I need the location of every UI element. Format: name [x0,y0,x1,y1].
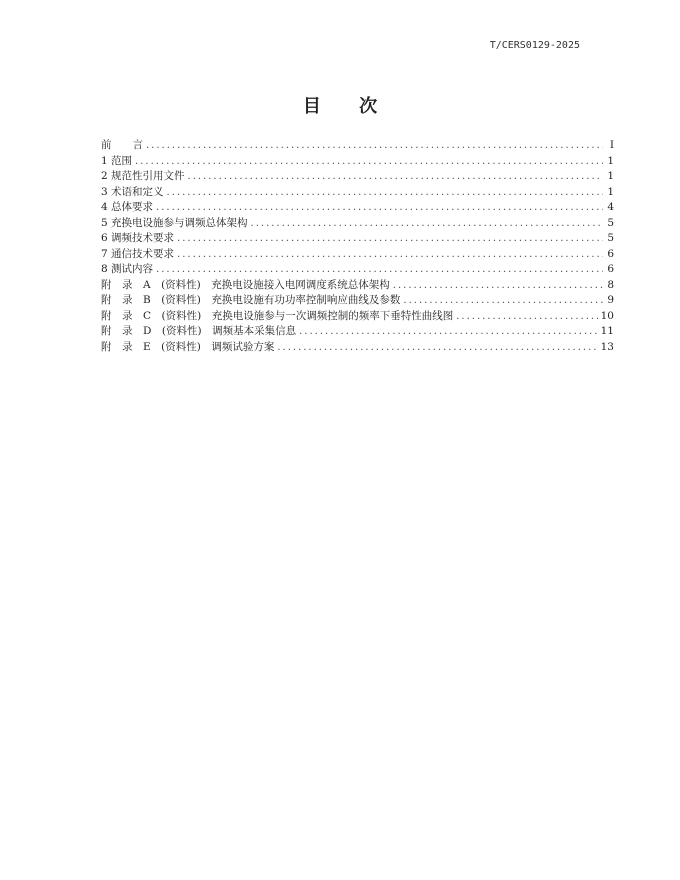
toc-entry-page: 1 [607,185,614,198]
toc-entry-label: 7 通信技术要求 [101,247,175,260]
toc-entry-appendix-e[interactable] [101,340,614,356]
toc-entry-page: I [609,139,614,151]
toc-entry-page: 13 [600,340,614,353]
table-of-contents [101,138,614,355]
toc-entry-label: 8 测试内容 [101,263,154,275]
toc-leader-dots [188,169,603,185]
toc-entry-label: 5 充换电设施参与调频总体架构 [101,216,248,229]
toc-entry-page: 5 [607,216,614,229]
toc-entry-appendix-d[interactable] [101,324,614,340]
toc-entry-test-content[interactable] [101,262,614,278]
toc-leader-dots [251,216,603,232]
toc-leader-dots [277,340,597,356]
toc-leader-dots [146,138,603,154]
toc-entry-fm-technical-requirements[interactable] [101,231,614,247]
toc-entry-label: 附 录 E (资料性) 调频试验方案 [101,340,275,353]
toc-leader-dots [156,200,603,216]
toc-entry-label: 附 录 C (资料性) 充换电设施参与一次调频控制的频率下垂特性曲线图 [101,309,454,322]
toc-leader-dots [456,309,597,325]
toc-entry-general-requirements[interactable] [101,200,614,216]
toc-leader-dots [177,231,603,247]
toc-leader-dots [403,293,603,309]
toc-entry-label: 1 范围 [101,154,133,167]
toc-entry-label: 2 规范性引用文件 [101,170,185,182]
page-title: 目 次 [302,96,394,117]
toc-entry-label: 6 调频技术要求 [101,232,175,244]
standard-code: T/CERS0129-2025 [489,40,580,51]
toc-entry-page: 1 [607,154,614,167]
toc-entry-label: 附 录 D (资料性) 调频基本采集信息 [101,325,297,337]
toc-entry-page: 9 [607,294,614,306]
toc-leader-dots [135,154,603,170]
toc-entry-appendix-c[interactable] [101,309,614,325]
toc-entry-page: 1 [607,170,614,182]
toc-leader-dots [177,247,603,263]
toc-entry-label: 附 录 A (资料性) 充换电设施接入电网调度系统总体架构 [101,278,390,291]
toc-entry-appendix-b[interactable] [101,293,614,309]
toc-entry-label: 附 录 B (资料性) 充换电设施有功功率控制响应曲线及参数 [101,294,401,306]
toc-entry-appendix-a[interactable] [101,278,614,294]
toc-entry-page: 4 [607,201,614,213]
toc-entry-page: 6 [607,247,614,260]
toc-entry-foreword[interactable] [101,138,614,154]
toc-entry-label: 4 总体要求 [101,201,154,213]
toc-entry-page: 5 [607,232,614,244]
toc-entry-page: 8 [607,278,614,291]
toc-entry-page: 6 [607,263,614,275]
toc-entry-communication-requirements[interactable] [101,247,614,263]
toc-entry-label: 前 言 [101,139,143,151]
toc-leader-dots [299,324,598,340]
toc-entry-architecture[interactable] [101,216,614,232]
toc-leader-dots [156,262,603,278]
toc-leader-dots [393,278,603,294]
toc-entry-page: 10 [600,309,614,322]
toc-entry-label: 3 术语和定义 [101,185,164,198]
toc-entry-page: 11 [600,325,614,337]
toc-entry-normative-references[interactable] [101,169,614,185]
toc-leader-dots [167,185,603,201]
toc-entry-terms[interactable] [101,185,614,201]
toc-entry-scope[interactable] [101,154,614,170]
